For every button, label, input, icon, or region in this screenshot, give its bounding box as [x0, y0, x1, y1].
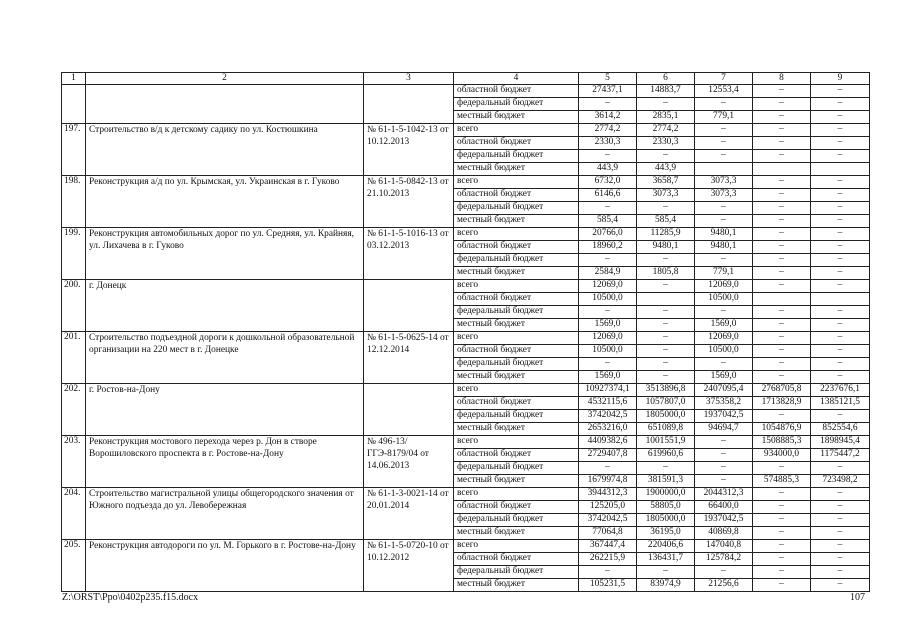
value-cell: – — [811, 111, 870, 124]
value-cell: – — [579, 98, 637, 111]
value-cell: – — [811, 202, 870, 215]
budget-source: местный бюджет — [454, 579, 579, 592]
budget-source: местный бюджет — [454, 215, 579, 228]
budget-source: федеральный бюджет — [454, 150, 579, 163]
budget-source: всего — [454, 436, 579, 449]
value-cell: 574885,3 — [753, 475, 811, 488]
budget-source: местный бюджет — [454, 527, 579, 540]
table-row — [62, 228, 870, 241]
value-cell: 10500,0 — [695, 293, 753, 306]
budget-source: всего — [454, 176, 579, 189]
budget-source: всего — [454, 384, 579, 397]
value-cell: – — [637, 332, 695, 345]
value-cell: 125784,2 — [695, 553, 753, 566]
value-cell: 1569,0 — [695, 319, 753, 332]
budget-source: областной бюджет — [454, 345, 579, 358]
value-cell: 10500,0 — [579, 345, 637, 358]
value-cell: 18960,2 — [579, 241, 637, 254]
value-cell — [811, 293, 870, 306]
budget-source: местный бюджет — [454, 163, 579, 176]
value-cell: 36195,0 — [637, 527, 695, 540]
value-cell: – — [811, 332, 870, 345]
value-cell: – — [811, 566, 870, 579]
value-cell: 11285,9 — [637, 228, 695, 241]
value-cell: – — [695, 124, 753, 137]
item-document: № 61-1-5-1016-13 от 03.12.2013 — [364, 228, 454, 280]
budget-source: областной бюджет — [454, 293, 579, 306]
value-cell: – — [695, 475, 753, 488]
value-cell: – — [753, 501, 811, 514]
item-number: 205. — [62, 540, 86, 592]
header-row — [62, 73, 870, 85]
value-cell: – — [753, 579, 811, 592]
value-cell: 83974,9 — [637, 579, 695, 592]
value-cell: 2729407,8 — [579, 449, 637, 462]
value-cell: – — [579, 306, 637, 319]
value-cell: 3073,3 — [695, 176, 753, 189]
budget-source: федеральный бюджет — [454, 358, 579, 371]
value-cell: – — [811, 254, 870, 267]
item-name: Строительство подъездной дороги к дошкольной образовательной организации на 220 мест в г. Донецке — [86, 332, 364, 384]
value-cell: 1805,8 — [637, 267, 695, 280]
value-cell: – — [811, 371, 870, 384]
value-cell: – — [695, 202, 753, 215]
table-row — [62, 540, 870, 553]
value-cell: – — [579, 566, 637, 579]
budget-source: областной бюджет — [454, 85, 579, 98]
value-cell: – — [579, 358, 637, 371]
table-row — [62, 280, 870, 293]
table-row — [62, 436, 870, 449]
value-cell: – — [753, 85, 811, 98]
value-cell: 443,9 — [579, 163, 637, 176]
value-cell: – — [811, 514, 870, 527]
budget-source: федеральный бюджет — [454, 462, 579, 475]
value-cell: 1805000,0 — [637, 410, 695, 423]
budget-source: федеральный бюджет — [454, 514, 579, 527]
item-document — [364, 280, 454, 332]
item-number: 201. — [62, 332, 86, 384]
value-cell: 3073,3 — [695, 189, 753, 202]
value-cell: – — [579, 254, 637, 267]
value-cell: 1569,0 — [579, 371, 637, 384]
budget-source: всего — [454, 228, 579, 241]
item-number: 197. — [62, 124, 86, 176]
budget-source: всего — [454, 332, 579, 345]
value-cell — [695, 163, 753, 176]
header-cell: 7 — [695, 73, 753, 85]
value-cell: – — [695, 436, 753, 449]
value-cell: 20766,0 — [579, 228, 637, 241]
value-cell: – — [753, 553, 811, 566]
value-cell: 443,9 — [637, 163, 695, 176]
value-cell: – — [637, 345, 695, 358]
value-cell: 4532115,6 — [579, 397, 637, 410]
value-cell: – — [753, 215, 811, 228]
value-cell: – — [811, 215, 870, 228]
value-cell: 585,4 — [637, 215, 695, 228]
item-number: 203. — [62, 436, 86, 488]
continuation-cell — [62, 85, 86, 124]
value-cell: 619960,6 — [637, 449, 695, 462]
value-cell: – — [811, 267, 870, 280]
value-cell: 1898945,4 — [811, 436, 870, 449]
budget-source: федеральный бюджет — [454, 410, 579, 423]
budget-table — [61, 72, 870, 592]
value-cell: – — [753, 202, 811, 215]
value-cell: – — [753, 540, 811, 553]
table-row — [62, 384, 870, 397]
value-cell: – — [637, 319, 695, 332]
item-document — [364, 384, 454, 436]
value-cell: – — [637, 371, 695, 384]
item-name: Реконструкция автомобильных дорог по ул. Средняя, ул. Крайняя, ул. Лихачева в г. Гуково — [86, 228, 364, 280]
value-cell: – — [579, 202, 637, 215]
value-cell: 262215,9 — [579, 553, 637, 566]
value-cell: – — [753, 306, 811, 319]
value-cell: 1805000,0 — [637, 514, 695, 527]
value-cell: 12069,0 — [579, 332, 637, 345]
item-name: г. Донецк — [86, 280, 364, 332]
budget-source: всего — [454, 540, 579, 553]
value-cell: – — [753, 358, 811, 371]
value-cell: 3073,3 — [637, 189, 695, 202]
budget-source: всего — [454, 124, 579, 137]
value-cell: – — [811, 540, 870, 553]
budget-source: областной бюджет — [454, 189, 579, 202]
item-number: 204. — [62, 488, 86, 540]
value-cell: 723498,2 — [811, 475, 870, 488]
table-row — [62, 332, 870, 345]
value-cell: 1713828,9 — [753, 397, 811, 410]
value-cell: 66400,0 — [695, 501, 753, 514]
value-cell: – — [637, 306, 695, 319]
value-cell: – — [637, 150, 695, 163]
value-cell: – — [637, 202, 695, 215]
continuation-cell — [364, 85, 454, 124]
value-cell: – — [753, 488, 811, 501]
item-name: Реконструкция мостового перехода через р. Дон в створе Ворошиловского проспекта в г. Ростове-на-Дону — [86, 436, 364, 488]
budget-source: местный бюджет — [454, 319, 579, 332]
value-cell: – — [753, 254, 811, 267]
value-cell: – — [753, 98, 811, 111]
value-cell — [637, 293, 695, 306]
budget-source: федеральный бюджет — [454, 306, 579, 319]
value-cell: – — [753, 566, 811, 579]
budget-source: всего — [454, 488, 579, 501]
value-cell: – — [695, 98, 753, 111]
value-cell: – — [811, 124, 870, 137]
value-cell: – — [811, 579, 870, 592]
value-cell: – — [753, 241, 811, 254]
value-cell: – — [753, 514, 811, 527]
value-cell: – — [753, 410, 811, 423]
value-cell: – — [695, 449, 753, 462]
value-cell: 585,4 — [579, 215, 637, 228]
value-cell: 2407095,4 — [695, 384, 753, 397]
value-cell: 147040,8 — [695, 540, 753, 553]
budget-source: федеральный бюджет — [454, 254, 579, 267]
value-cell: 1054876,9 — [753, 423, 811, 436]
budget-source: местный бюджет — [454, 111, 579, 124]
value-cell: 1679974,8 — [579, 475, 637, 488]
value-cell: – — [753, 176, 811, 189]
footer-file-path: Z:\ORST\Ppo\0402p235.f15.docx — [62, 592, 199, 603]
value-cell: 852554,6 — [811, 423, 870, 436]
header-cell: 5 — [579, 73, 637, 85]
item-number: 200. — [62, 280, 86, 332]
value-cell: – — [753, 189, 811, 202]
value-cell: 77064,8 — [579, 527, 637, 540]
item-name: г. Ростов-на-Дону — [86, 384, 364, 436]
value-cell — [753, 293, 811, 306]
value-cell: – — [811, 345, 870, 358]
budget-source: областной бюджет — [454, 137, 579, 150]
header-cell: 8 — [753, 73, 811, 85]
continuation-cell — [86, 85, 364, 124]
value-cell: 1057807,0 — [637, 397, 695, 410]
item-document: № 61-1-3-0021-14 от 20.01.2014 — [364, 488, 454, 540]
value-cell: 1937042,5 — [695, 514, 753, 527]
header-cell: 6 — [637, 73, 695, 85]
budget-source: федеральный бюджет — [454, 98, 579, 111]
value-cell: – — [753, 228, 811, 241]
value-cell: 12069,0 — [695, 280, 753, 293]
budget-source: областной бюджет — [454, 553, 579, 566]
item-name: Строительство в/д к детскому садику по ул. Костюшкина — [86, 124, 364, 176]
value-cell: – — [753, 332, 811, 345]
budget-source: местный бюджет — [454, 475, 579, 488]
budget-source: областной бюджет — [454, 241, 579, 254]
value-cell: 2774,2 — [637, 124, 695, 137]
header-cell: 2 — [86, 73, 364, 85]
value-cell: 2237676,1 — [811, 384, 870, 397]
value-cell: 58805,0 — [637, 501, 695, 514]
value-cell: – — [695, 566, 753, 579]
value-cell: 4409382,6 — [579, 436, 637, 449]
value-cell: – — [811, 189, 870, 202]
value-cell: – — [695, 254, 753, 267]
value-cell: 9480,1 — [695, 228, 753, 241]
value-cell: – — [753, 527, 811, 540]
value-cell: – — [753, 462, 811, 475]
item-name: Реконструкция автодороги по ул. М. Горького в г. Ростове-на-Дону — [86, 540, 364, 592]
value-cell: 2774,2 — [579, 124, 637, 137]
value-cell: 2653216,0 — [579, 423, 637, 436]
value-cell: 934000,0 — [753, 449, 811, 462]
value-cell: 3614,2 — [579, 111, 637, 124]
value-cell: 3658,7 — [637, 176, 695, 189]
item-number: 198. — [62, 176, 86, 228]
value-cell: 2835,1 — [637, 111, 695, 124]
table-body — [62, 73, 870, 592]
value-cell — [811, 163, 870, 176]
value-cell: 10500,0 — [695, 345, 753, 358]
value-cell: 1569,0 — [695, 371, 753, 384]
value-cell: – — [637, 566, 695, 579]
item-document: № 61-1-5-0842-13 от 21.10.2013 — [364, 176, 454, 228]
value-cell: – — [811, 85, 870, 98]
value-cell: 1385121,5 — [811, 397, 870, 410]
value-cell: 3513896,8 — [637, 384, 695, 397]
footer-page-number: 107 — [850, 592, 865, 603]
value-cell: – — [811, 150, 870, 163]
value-cell: 27437,1 — [579, 85, 637, 98]
value-cell: – — [811, 228, 870, 241]
value-cell: – — [753, 345, 811, 358]
value-cell: 21256,6 — [695, 579, 753, 592]
value-cell: 1508885,3 — [753, 436, 811, 449]
value-cell: – — [811, 501, 870, 514]
value-cell: 94694,7 — [695, 423, 753, 436]
value-cell: – — [637, 462, 695, 475]
value-cell: – — [811, 488, 870, 501]
value-cell: – — [811, 358, 870, 371]
value-cell: – — [811, 280, 870, 293]
value-cell: 2330,3 — [579, 137, 637, 150]
value-cell: – — [695, 137, 753, 150]
value-cell: – — [695, 306, 753, 319]
item-document: № 61-1-5-1042-13 от 10.12.2013 — [364, 124, 454, 176]
item-name: Строительство магистральной улицы общегородского значения от Южного подъезда до ул. Левобережная — [86, 488, 364, 540]
header-cell: 1 — [62, 73, 86, 85]
value-cell: – — [637, 358, 695, 371]
header-cell: 9 — [811, 73, 870, 85]
value-cell: – — [695, 462, 753, 475]
value-cell: – — [753, 111, 811, 124]
value-cell: – — [753, 280, 811, 293]
value-cell: – — [637, 280, 695, 293]
value-cell — [753, 163, 811, 176]
budget-source: федеральный бюджет — [454, 202, 579, 215]
value-cell: 6732,0 — [579, 176, 637, 189]
value-cell: 12553,4 — [695, 85, 753, 98]
value-cell: – — [695, 215, 753, 228]
value-cell: – — [753, 124, 811, 137]
value-cell: 1937042,5 — [695, 410, 753, 423]
item-document: № 61-1-5-0625-14 от 12.12.2014 — [364, 332, 454, 384]
value-cell: – — [811, 98, 870, 111]
budget-source: областной бюджет — [454, 397, 579, 410]
value-cell: 125205,0 — [579, 501, 637, 514]
value-cell: – — [753, 137, 811, 150]
value-cell: 381591,3 — [637, 475, 695, 488]
value-cell: 105231,5 — [579, 579, 637, 592]
value-cell: – — [637, 254, 695, 267]
budget-source: областной бюджет — [454, 449, 579, 462]
value-cell: 2584,9 — [579, 267, 637, 280]
value-cell: 12069,0 — [695, 332, 753, 345]
value-cell: – — [811, 527, 870, 540]
table-row — [62, 85, 870, 98]
budget-source: федеральный бюджет — [454, 566, 579, 579]
value-cell: 367447,4 — [579, 540, 637, 553]
value-cell: – — [579, 462, 637, 475]
value-cell: – — [637, 98, 695, 111]
item-name: Реконструкция а/д по ул. Крымская, ул. Украинская в г. Гуково — [86, 176, 364, 228]
value-cell: 6146,6 — [579, 189, 637, 202]
value-cell: 2044312,3 — [695, 488, 753, 501]
value-cell: 2768705,8 — [753, 384, 811, 397]
value-cell: – — [695, 150, 753, 163]
value-cell: – — [753, 150, 811, 163]
value-cell: 9480,1 — [637, 241, 695, 254]
value-cell: 3742042,5 — [579, 514, 637, 527]
table-row — [62, 124, 870, 137]
value-cell: 136431,7 — [637, 553, 695, 566]
value-cell: – — [753, 371, 811, 384]
value-cell: – — [695, 358, 753, 371]
header-cell: 3 — [364, 73, 454, 85]
value-cell: – — [811, 462, 870, 475]
value-cell: 10927374,1 — [579, 384, 637, 397]
value-cell: – — [811, 241, 870, 254]
value-cell: 220406,6 — [637, 540, 695, 553]
value-cell: 40869,8 — [695, 527, 753, 540]
value-cell: – — [811, 410, 870, 423]
header-cell: 4 — [454, 73, 579, 85]
budget-source: местный бюджет — [454, 423, 579, 436]
value-cell: 1175447,2 — [811, 449, 870, 462]
value-cell: 1900000,0 — [637, 488, 695, 501]
value-cell: 3742042,5 — [579, 410, 637, 423]
item-document: № 61-1-5-0720-10 от 10.12.2012 — [364, 540, 454, 592]
value-cell: – — [579, 150, 637, 163]
value-cell: 651089,8 — [637, 423, 695, 436]
budget-source: местный бюджет — [454, 267, 579, 280]
value-cell: 779,1 — [695, 111, 753, 124]
table-row — [62, 176, 870, 189]
budget-source: областной бюджет — [454, 501, 579, 514]
value-cell: – — [753, 267, 811, 280]
budget-source: всего — [454, 280, 579, 293]
value-cell: 9480,1 — [695, 241, 753, 254]
value-cell: – — [811, 176, 870, 189]
value-cell: 14883,7 — [637, 85, 695, 98]
value-cell: – — [811, 137, 870, 150]
value-cell: – — [811, 319, 870, 332]
value-cell: – — [811, 553, 870, 566]
value-cell: 375358,2 — [695, 397, 753, 410]
item-number: 202. — [62, 384, 86, 436]
value-cell: 1569,0 — [579, 319, 637, 332]
table-row — [62, 488, 870, 501]
item-document: № 496-13/ГГЭ-8179/04 от 14.06.2013 — [364, 436, 454, 488]
value-cell: 10500,0 — [579, 293, 637, 306]
value-cell: 2330,3 — [637, 137, 695, 150]
value-cell: 779,1 — [695, 267, 753, 280]
value-cell: – — [753, 319, 811, 332]
value-cell: – — [811, 306, 870, 319]
item-number: 199. — [62, 228, 86, 280]
value-cell: 3944312,3 — [579, 488, 637, 501]
value-cell: 12069,0 — [579, 280, 637, 293]
value-cell: 1001551,9 — [637, 436, 695, 449]
budget-source: местный бюджет — [454, 371, 579, 384]
